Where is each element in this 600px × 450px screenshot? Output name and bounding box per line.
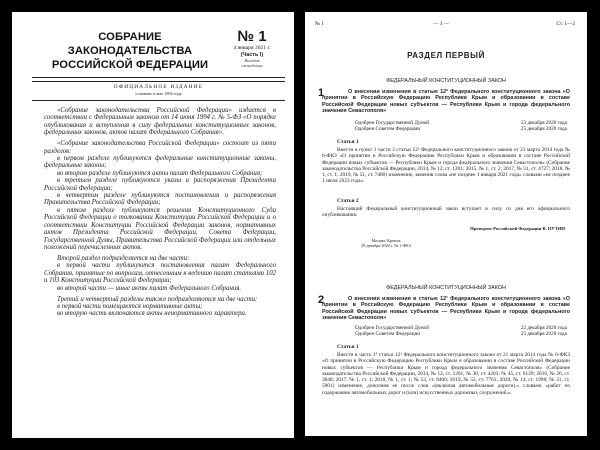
approval-date: 25 декабря 2020 года <box>520 126 567 133</box>
masthead-line: ЗАКОНОДАТЕЛЬСТВА <box>67 45 193 57</box>
approval-date: 23 декабря 2020 года <box>520 120 567 126</box>
paragraph: в пятом разделе публикуются решения Конституционного Суда Российской Федерации о толковании Конституции Российской Федерации и о соответствии Конституции Российской Федерации законов, нормативных актов Президента Российской Федерации, Совета Федерации, Государственной Думы, Правительства Российской Федерации или отдельных положений перечисленных актов. <box>44 206 276 251</box>
approval-label: Одобрен Государственной Думой <box>355 120 430 126</box>
paragraph: «Собрание законодательства Российской Федерации» издается в соответствии с Федеральным законом от 14 июня 1994 г. № 5-ФЗ «О порядке опубликования и вступления в силу федеральных конституционных законов, федеральных законов, актов палат Федерального Собрания». <box>44 107 276 137</box>
rule-divider <box>32 100 285 101</box>
issue-frequency <box>220 59 284 68</box>
law-number: 1 <box>318 87 325 99</box>
article-heading: Статья 1 <box>337 344 359 350</box>
law-type: ФЕДЕРАЛЬНЫЙ КОНСТИТУЦИОННЫЙ ЗАКОН <box>386 78 506 84</box>
paragraph: в четвертом разделе публикуются постановления и распоряжения Правительства Российской Федерации; <box>44 192 276 207</box>
issue-number: № 1 <box>237 28 267 45</box>
paragraph: в первой части публикуются постановления палат Федерального Собрания, принятые по вопросам, отнесенным к ведению палат статьями 102 и 103 Конституции Российской Федерации; <box>44 262 276 285</box>
law-number: 2 <box>318 294 325 306</box>
issue-part: (Часть I) <box>240 52 264 58</box>
paragraph: во вторую часть включаются акты ненормативного характера. <box>57 310 247 318</box>
header-articles: Ст. 1—2 <box>556 21 575 27</box>
section-title: РАЗДЕЛ ПЕРВЫЙ <box>407 51 485 60</box>
intro-text <box>44 107 276 318</box>
paragraph: Второй раздел подразделяется на две части: <box>57 254 190 262</box>
law-approvals <box>355 120 567 132</box>
law-approvals <box>355 325 567 337</box>
article-heading: Статья 2 <box>337 198 359 204</box>
header-issue: № 1 <box>315 21 325 27</box>
masthead-line: СОБРАНИЕ <box>98 31 162 43</box>
running-header <box>315 21 575 29</box>
double-rule-divider <box>32 77 285 82</box>
paragraph: во втором разделе публикуются акты палат Федерального Собрания; <box>57 169 263 177</box>
law-type: ФЕДЕРАЛЬНЫЙ КОНСТИТУЦИОННЫЙ ЗАКОН <box>386 285 506 291</box>
paragraph: в третьем разделе публикуются указы и распоряжения Президента Российской Федерации; <box>44 177 276 192</box>
place-line: 29 декабря 2020 г. № 1-ФКЗ <box>361 243 411 248</box>
signing-place <box>351 238 421 248</box>
frequency-line: еженедельно <box>241 63 263 68</box>
signature: Президент Российской Федерации В. ПУТИН <box>470 226 565 231</box>
article-heading: Статья 1 <box>337 139 359 145</box>
approval-date: 22 декабря 2020 года <box>520 325 567 331</box>
article-text: Настоящий Федеральный конституционный закон вступает в силу со дня его официального опубликования. <box>322 206 570 219</box>
issue-date: 4 января 2021 г. <box>233 45 271 51</box>
approval-label: Одобрен Советом Федерации <box>355 126 421 133</box>
paragraph: в первом разделе публикуются федеральные конституционные законы, федеральные законы; <box>44 155 276 170</box>
approval-label: Одобрен Советом Федерации <box>355 331 421 338</box>
founded-label: основано в мае 1994 года <box>135 91 182 96</box>
approval-date: 25 декабря 2020 года <box>520 331 567 338</box>
official-edition-label: ОФИЦИАЛЬНОЕ ИЗДАНИЕ <box>113 84 204 90</box>
issue-info <box>220 29 284 68</box>
article-text: Внести в часть 1³ статьи 12¹ Федерального конституционного закона от 21 марта 2014 года № 6-ФКЗ «О принятии в Российскую Федерацию Республики Крым и образовании в составе Российской Федерации новых субъектов — Республики Крым и города федерального значения Севастополя» (Собрание законодательства Российской Федерации, 2014, № 12, ст. 1201; № 30, ст. 4203; № 45, ст. 6129; 2016, № 26, ст. 3848; 2017, № 1, ст. 1; 2018, № 1, ст. 1; № 53, ст. 8400; 2019, № 52, ст. 7761; 2020, № 14, ст. 1998; № 31, ст. 5001) изменение, дополнив ее после слов «(включая автомобильные дороги),» словами «работ по содержанию автомобильных дорог и (или) искусственных дорожных сооружений,». <box>322 352 570 396</box>
article-text: Внести в пункт 1 части 3 статьи 12² Федерального конституционного закона от 21 марта 2014 года № 6-ФКЗ «О принятии в Российскую Федерацию Республики Крым и образовании в составе Российской Федерации новых субъектов — Республики Крым и города федерального значения Севастополя» (Собрание законодательства Российской Федерации, 2014, № 12, ст. 1201; 2015, № 1, ст. 2; 2017, № 31, ст. 4727; 2018, № 1, ст. 1; 2019, № 51, ст. 7480) изменение, заменив слова «не позднее 1 января 2021 года» словами «не позднее 1 июля 2023 года». <box>322 147 570 185</box>
paragraph: Третий и четвертый разделы также подразделяются на две части: <box>57 295 258 303</box>
paragraph: во второй части — иные акты палат Федерального Собрания. <box>57 284 242 292</box>
left-page <box>12 12 294 438</box>
law-title: О внесении изменения в статью 12¹ Федерального конституционного закона «О принятии в Российскую Федерацию Республики Крым и образовании в составе Российской Федерации новых субъектов — Республики Крым и города федерального значения Севастополя» <box>322 296 570 322</box>
frequency-line: Выходит <box>244 59 260 63</box>
approval-label: Одобрен Государственной Думой <box>355 325 430 331</box>
paragraph: в первой части помещаются нормативные акты; <box>57 302 203 310</box>
masthead-title <box>32 30 228 72</box>
place-line: Москва, Кремль <box>371 238 401 243</box>
masthead-line: РОССИЙСКОЙ ФЕДЕРАЦИИ <box>51 59 209 71</box>
law-title: О внесении изменения в статью 12² Федерального конституционного закона «О принятии в Российскую Федерацию Республики Крым и образовании в составе Российской Федерации новых субъектов — Республики Крым и города федерального значения Севастополя» <box>322 89 570 115</box>
header-page-number: — 3 — <box>433 21 449 27</box>
paragraph: «Собрание законодательства Российской Федерации» состоит из пяти разделов: <box>44 140 276 155</box>
right-page <box>305 12 587 436</box>
